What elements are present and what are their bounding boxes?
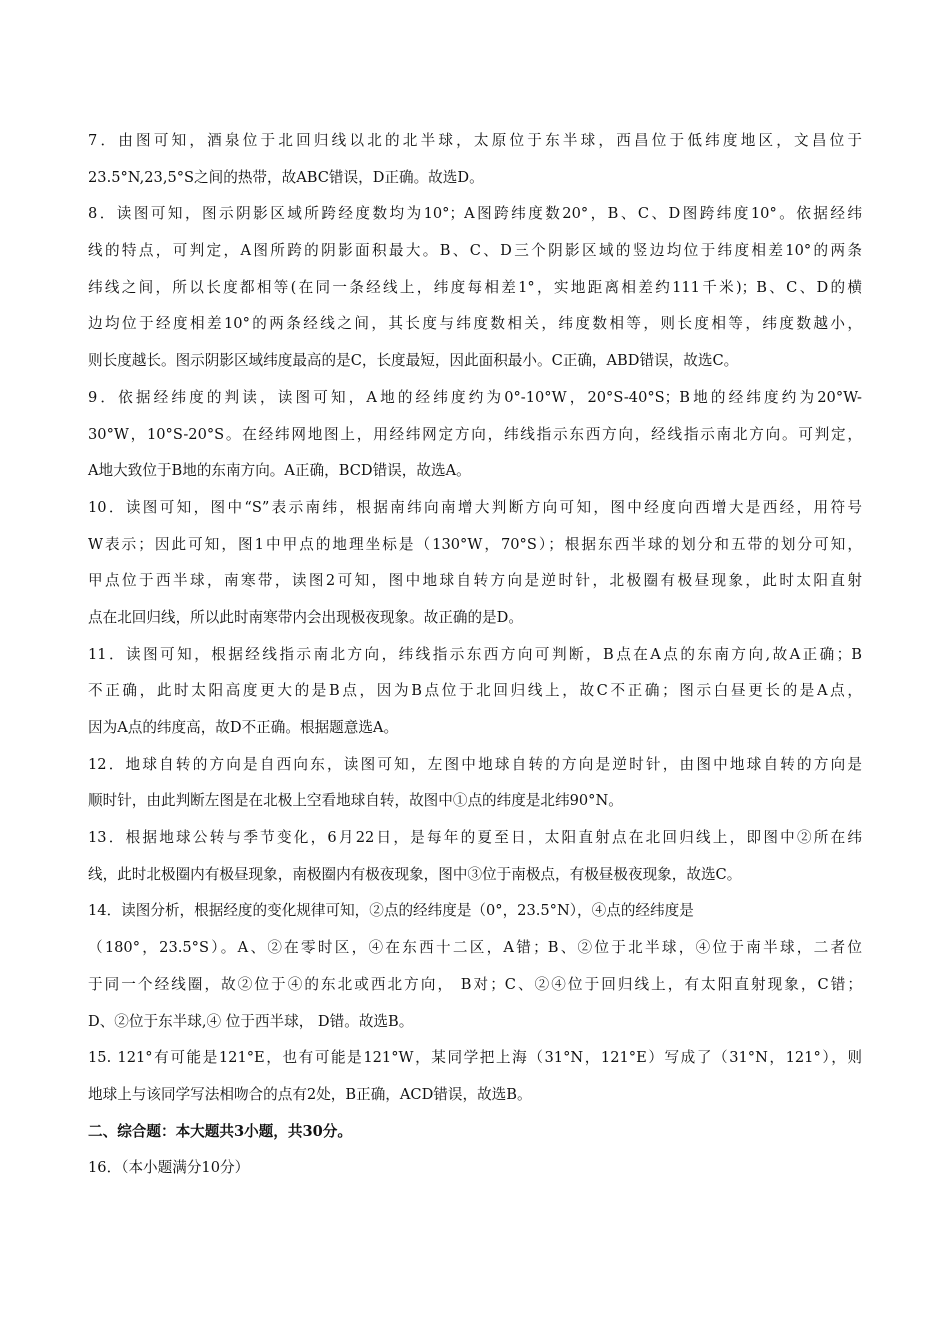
answer-document xyxy=(88,123,862,1187)
question-16-intro: 16．（本小题满分10分） xyxy=(88,1159,250,1177)
text-line: 不正确，此时太阳高度更大的是B点，因为B点位于北回归线上，故C不正确；图示白昼更长的是A点， xyxy=(88,682,862,700)
text-line: 8．读图可知，图示阴影区域所跨经度数均为10°；A图跨纬度数20°，B、C、D图跨纬度10°。依据经纬 xyxy=(88,205,862,223)
text-line: （180°，23.5°S）。A、②在零时区，④在东西十二区，A错；B、②位于北半球，④位于南半球，二者位 xyxy=(88,939,862,957)
answer-q9 xyxy=(88,380,862,490)
text-line: 线，此时北极圈内有极昼现象，南极圈内有极夜现象，图中③位于南极点，有极昼极夜现象，故选C。 xyxy=(88,865,742,883)
text-line: D、②位于东半球,④ 位于西半球， D错。故选B。 xyxy=(88,1012,414,1030)
text-line: 纬线之间，所以长度都相等(在同一条经线上，纬度每相差1°，实地距离相差约111千米)；B、C、D的横 xyxy=(88,278,862,296)
section-heading: 二、综合题：本大题共3小题，共30分。 xyxy=(88,1122,352,1140)
answer-q14 xyxy=(88,893,862,1040)
text-line: 10．读图可知，图中“S”表示南纬，根据南纬向南增大判断方向可知，图中经度向西增大是西经，用符号 xyxy=(88,498,862,516)
answer-q15 xyxy=(88,1040,862,1113)
text-line: 地球上与该同学写法相吻合的点有2处，B正确，ACD错误，故选B。 xyxy=(88,1085,532,1103)
text-line: 线的特点，可判定，A图所跨的阴影面积最大。B、C、D三个阴影区域的竖边均位于纬度相差10°的两条 xyxy=(88,242,862,260)
text-line: 23.5°N,23,5°S之间的热带，故ABC错误，D正确。故选D。 xyxy=(88,168,484,186)
text-line: A地大致位于B地的东南方向。A正确，BCD错误，故选A。 xyxy=(88,462,471,480)
text-line: 边均位于经度相差10°的两条经线之间，其长度与纬度数相关，纬度数相等，则长度相等，纬度数越小， xyxy=(88,315,862,333)
answer-q7 xyxy=(88,123,862,196)
text-line: 于同一个经线圈，故②位于④的东北或西北方向， B对；C、②④位于回归线上，有太阳直射现象，C错； xyxy=(88,975,862,993)
text-line: 7．由图可知，酒泉位于北回归线以北的北半球，太原位于东半球，西昌位于低纬度地区，文昌位于 xyxy=(88,132,862,149)
text-line: 点在北回归线，所以此时南寒带内会出现极夜现象。故正确的是D。 xyxy=(88,608,523,626)
text-line: 15. 121°有可能是121°E，也有可能是121°W，某同学把上海（31°N，121°E）写成了（31°N，121°），则 xyxy=(88,1049,862,1067)
text-line: 12．地球自转的方向是自西向东，读图可知，左图中地球自转的方向是逆时针，由图中地球自转的方向是 xyxy=(88,755,862,773)
text-line: 14．读图分析，根据经度的变化规律可知，②点的经纬度是（0°，23.5°N），④点的经纬度是 xyxy=(88,902,694,920)
answer-q8 xyxy=(88,196,862,379)
answer-q11 xyxy=(88,637,862,747)
answer-q10 xyxy=(88,490,862,637)
text-line: 甲点位于西半球，南寒带，读图2可知，图中地球自转方向是逆时针，北极圈有极昼现象，此时太阳直射 xyxy=(88,572,862,590)
answer-q13 xyxy=(88,820,862,893)
text-line: 30°W，10°S-20°S。在经纬网地图上，用经纬网定方向，纬线指示东西方向，经线指示南北方向。可判定， xyxy=(88,425,862,443)
text-line: 顺时针，由此判断左图是在北极上空看地球自转，故图中①点的纬度是北纬90°N。 xyxy=(88,792,623,810)
text-line: 11．读图可知，根据经线指示南北方向，纬线指示东西方向可判断，B点在A点的东南方向,故A正确；B xyxy=(88,645,862,663)
answer-q12 xyxy=(88,747,862,820)
text-line: 则长度越长。图示阴影区域纬度最高的是C，长度最短，因此面积最小。C正确，ABD错误，故选C。 xyxy=(88,352,739,370)
text-line: 因为A点的纬度高，故D不正确。根据题意选A。 xyxy=(88,719,399,736)
text-line: 13．根据地球公转与季节变化，6月22日，是每年的夏至日，太阳直射点在北回归线上，即图中②所在纬 xyxy=(88,829,862,847)
text-line: W表示；因此可知，图1中甲点的地理坐标是（130°W，70°S）；根据东西半球的划分和五带的划分可知， xyxy=(88,535,862,553)
text-line: 9．依据经纬度的判读，读图可知，A地的经纬度约为0°-10°W，20°S-40°S；B地的经纬度约为20°W- xyxy=(88,388,862,406)
